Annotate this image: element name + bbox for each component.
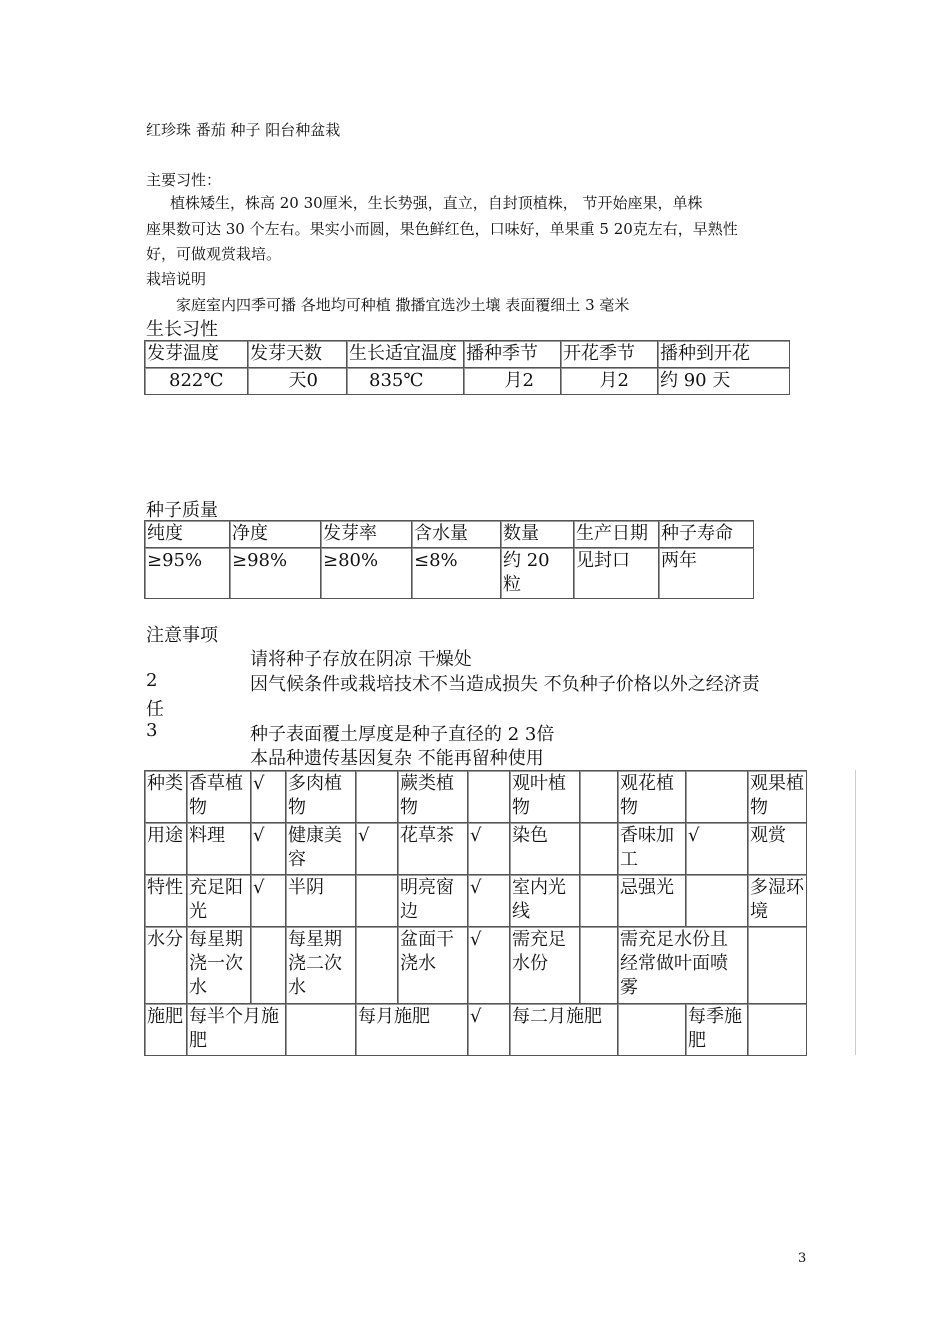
- check-mark: √: [251, 823, 286, 875]
- option-cell: 染色: [510, 823, 580, 875]
- seed-quality-header-cell: 纯度: [145, 521, 230, 548]
- check-mark: √: [468, 823, 510, 875]
- habits-heading: 主要习性：: [146, 171, 222, 189]
- option-cell: 盆面干浇水: [398, 927, 468, 1004]
- seed-quality-table: [144, 520, 754, 599]
- growth-header-cell: 发芽温度: [145, 341, 248, 368]
- growth-header-cell: 开花季节: [561, 341, 658, 368]
- check-cell: [580, 771, 618, 823]
- check-mark: √: [468, 927, 510, 1004]
- row-label: 特性: [145, 875, 187, 927]
- seed-quality-value-row: [145, 548, 754, 599]
- check-cell: [686, 771, 748, 823]
- option-cell: 每月施肥: [356, 1004, 468, 1056]
- growth-value-cell: 835℃: [347, 368, 464, 395]
- check-mark: √: [686, 823, 748, 875]
- row-label: 用途: [145, 823, 187, 875]
- row-label: 水分: [145, 927, 187, 1004]
- check-cell: [748, 927, 807, 1004]
- growth-value-cell: 月2: [561, 368, 658, 395]
- growth-value-cell: 月2: [464, 368, 561, 395]
- seed-quality-header-cell: 生产日期: [574, 521, 659, 548]
- option-cell: 每二月施肥: [510, 1004, 618, 1056]
- row-label: 种类: [145, 771, 187, 823]
- seed-quality-value-cell: ≤8%: [412, 548, 501, 599]
- growth-value-cell: 天0: [248, 368, 347, 395]
- cultivation-heading: 栽培说明: [146, 270, 207, 288]
- check-cell: [356, 927, 398, 1004]
- option-cell: 观花植物: [618, 771, 686, 823]
- kind-row: [145, 771, 807, 823]
- fert-row: [145, 1004, 807, 1056]
- growth-header-cell: 播种季节: [464, 341, 561, 368]
- trait-row: [145, 875, 807, 927]
- seed-quality-value-cell: 见封口: [574, 548, 659, 599]
- habits-line-3: 好，可做观赏栽培。: [146, 245, 282, 263]
- note-item-3-number: 3: [146, 720, 158, 741]
- check-cell: [580, 927, 618, 1004]
- check-cell: [748, 1004, 807, 1056]
- page-number: 3: [798, 1251, 807, 1266]
- option-cell: 健康美容: [286, 823, 356, 875]
- seed-quality-header-cell: 净度: [230, 521, 321, 548]
- growth-header-cell: 发芽天数: [248, 341, 347, 368]
- check-cell: [286, 1004, 356, 1056]
- check-cell: [251, 927, 286, 1004]
- option-cell: 花草茶: [398, 823, 468, 875]
- habits-line-1: 植株矮生，株高 20 30厘米，生长势强，直立，自封顶植株， 节开始座果，单株: [170, 194, 703, 212]
- notes-heading: 注意事项: [146, 625, 218, 646]
- option-cell: 忌强光: [618, 875, 686, 927]
- option-cell: 香味加工: [618, 823, 686, 875]
- check-cell: [468, 771, 510, 823]
- habits-line-2: 座果数可达 30 个左右。果实小而圆，果色鲜红色，口味好，单果重 5 20克左右，早熟性: [146, 220, 738, 238]
- check-cell: [580, 875, 618, 927]
- seed-quality-header-cell: 含水量: [412, 521, 501, 548]
- option-cell: 观叶植物: [510, 771, 580, 823]
- note-item-2-number: 2: [146, 670, 158, 691]
- page-title: 红珍珠 番茄 种子 阳台种盆栽: [146, 121, 341, 139]
- seed-quality-value-cell: 约 20 粒: [501, 548, 574, 599]
- attributes-table: [144, 770, 807, 1056]
- option-cell: 蕨类植物: [398, 771, 468, 823]
- growth-value-cell: 822℃: [145, 368, 248, 395]
- seed-quality-value-cell: ≥98%: [230, 548, 321, 599]
- option-cell: 需充足水份: [510, 927, 580, 1004]
- row-label: 施肥: [145, 1004, 187, 1056]
- check-mark: √: [251, 771, 286, 823]
- check-cell: [580, 823, 618, 875]
- seed-quality-heading: 种子质量: [146, 500, 218, 521]
- seed-quality-header-cell: 发芽率: [321, 521, 412, 548]
- seed-quality-value-cell: ≥95%: [145, 548, 230, 599]
- option-cell: 料理: [187, 823, 251, 875]
- growth-header-row: [145, 341, 790, 368]
- seed-quality-value-cell: ≥80%: [321, 548, 412, 599]
- check-cell: [686, 875, 748, 927]
- seed-quality-header-row: [145, 521, 754, 548]
- option-cell: 半阴: [286, 875, 356, 927]
- page-edge-line: [855, 770, 856, 1055]
- water-row: [145, 927, 807, 1004]
- seed-quality-value-cell: 两年: [659, 548, 754, 599]
- note-item-4: 本品种遗传基因复杂 不能再留种使用: [250, 748, 544, 769]
- growth-value-cell: 约 90 天: [658, 368, 790, 395]
- check-cell: [356, 771, 398, 823]
- option-cell: 多湿环境: [748, 875, 807, 927]
- check-mark: √: [251, 875, 286, 927]
- option-cell: 观赏: [748, 823, 807, 875]
- note-item-1: 请将种子存放在阴凉 干燥处: [250, 649, 472, 670]
- use-row: [145, 823, 807, 875]
- option-cell: 观果植物: [748, 771, 807, 823]
- seed-quality-header-cell: 种子寿命: [659, 521, 754, 548]
- option-cell: 香草植物: [187, 771, 251, 823]
- option-cell: 每星期浇二次水: [286, 927, 356, 1004]
- option-cell: 充足阳光: [187, 875, 251, 927]
- check-cell: [618, 1004, 686, 1056]
- option-cell: 每季施肥: [686, 1004, 748, 1056]
- note-item-2: 因气候条件或栽培技术不当造成损失 不负种子价格以外之经济责: [250, 674, 760, 695]
- option-cell: 每半个月施肥: [187, 1004, 286, 1056]
- option-cell: 多肉植物: [286, 771, 356, 823]
- note-item-2-continued: 任: [146, 699, 164, 720]
- option-cell: 明亮窗边: [398, 875, 468, 927]
- note-item-3: 种子表面覆土厚度是种子直径的 2 3倍: [250, 724, 555, 745]
- growth-header-cell: 生长适宜温度: [347, 341, 464, 368]
- check-mark: √: [356, 823, 398, 875]
- check-mark: √: [468, 875, 510, 927]
- check-mark: √: [468, 1004, 510, 1056]
- growth-heading: 生长习性: [146, 319, 218, 340]
- growth-header-cell: 播种到开花: [658, 341, 790, 368]
- growth-table: [144, 340, 790, 395]
- cultivation-text: 家庭室内四季可播 各地均可种植 撒播宜选沙土壤 表面覆细土 3 毫米: [176, 296, 630, 314]
- check-cell: [356, 875, 398, 927]
- growth-value-row: [145, 368, 790, 395]
- option-cell: 每星期浇一次水: [187, 927, 251, 1004]
- option-cell: 需充足水份且经常做叶面喷雾: [618, 927, 748, 1004]
- option-cell: 室内光线: [510, 875, 580, 927]
- seed-quality-header-cell: 数量: [501, 521, 574, 548]
